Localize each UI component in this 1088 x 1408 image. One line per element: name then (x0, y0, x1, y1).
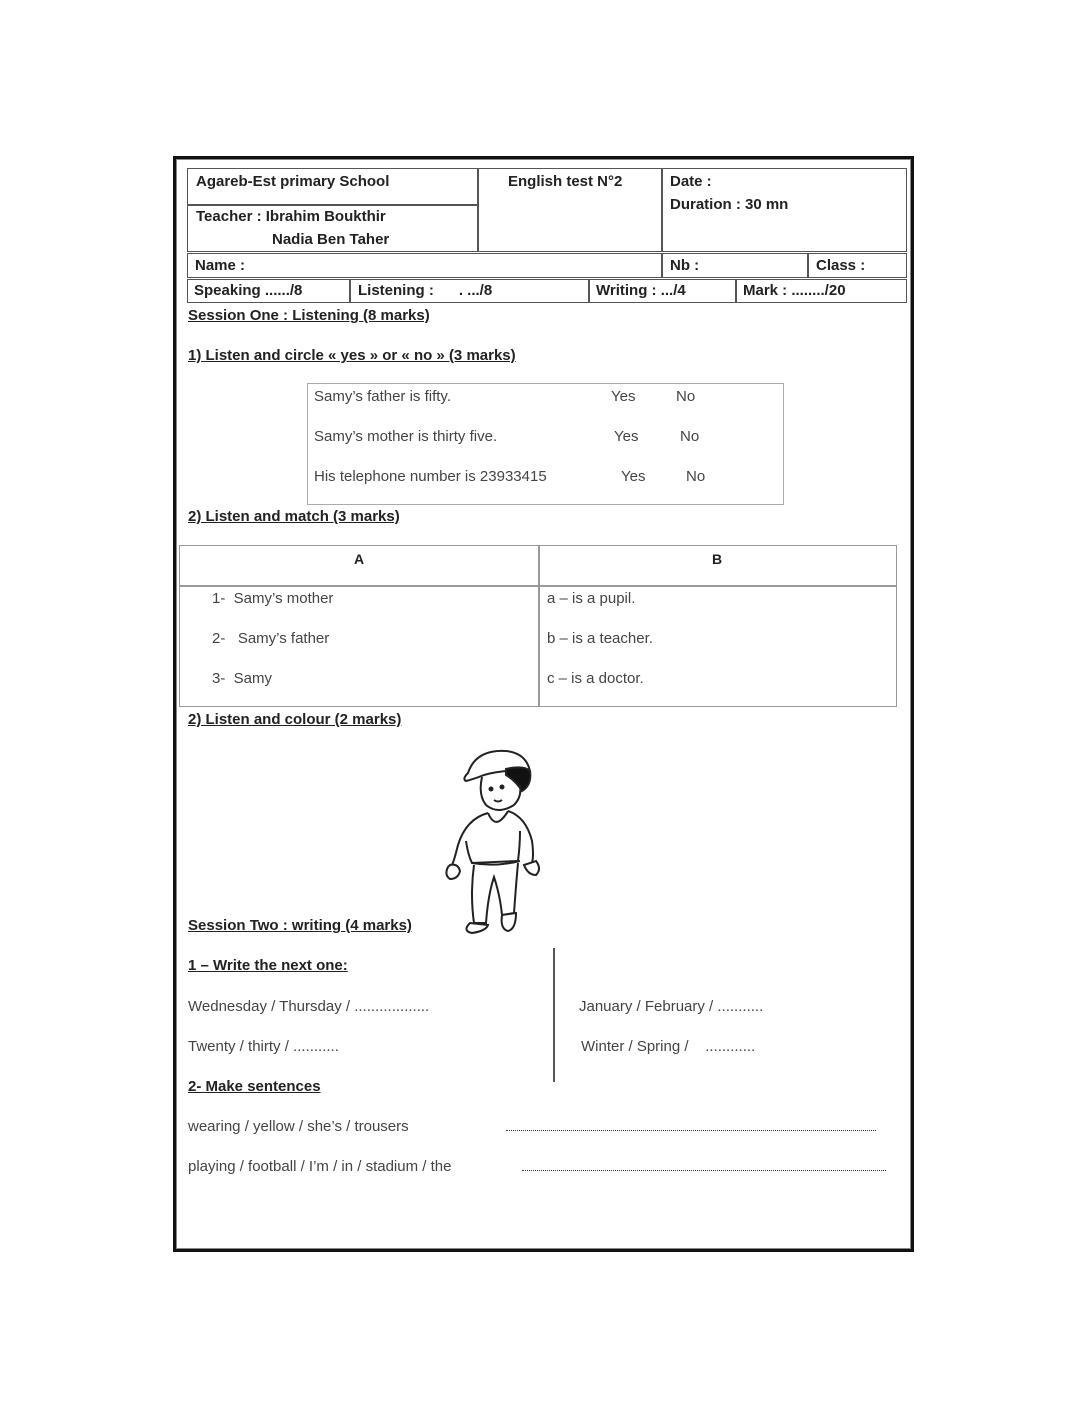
yes-no-sentence: His telephone number is 23933415 (314, 468, 547, 485)
class-field[interactable]: Class : (816, 257, 866, 274)
divider (349, 279, 351, 303)
test-title: English test N°2 (508, 173, 623, 190)
session-two-title: Session Two : writing (4 marks) (188, 917, 412, 934)
make-sentences-title: 2- Make sentences (188, 1078, 321, 1095)
speaking-score: Speaking ....../8 (194, 282, 303, 299)
divider (187, 204, 478, 206)
teacher-line2: Nadia Ben Taher (272, 231, 390, 248)
yes-no-sentence: Samy’s mother is thirty five. (314, 428, 498, 445)
match-b-item: c – is a doctor. (547, 670, 644, 687)
duration: Duration : 30 mn (670, 196, 789, 213)
scrambled-sentence: wearing / yellow / she’s / trousers (188, 1118, 409, 1135)
teacher-line1: Teacher : Ibrahim Boukthir (196, 208, 386, 225)
divider (661, 168, 663, 252)
scrambled-sentence: playing / football / I’m / in / stadium / the (188, 1158, 452, 1175)
name-row (187, 253, 907, 278)
yes-option[interactable]: Yes (611, 388, 636, 405)
sequence-item[interactable]: Winter / Spring / ............ (581, 1038, 756, 1055)
match-b-item: a – is a pupil. (547, 590, 636, 607)
write-next-title: 1 – Write the next one: (188, 957, 348, 974)
q2-title: 2) Listen and match (3 marks) (188, 508, 400, 525)
divider (661, 253, 663, 278)
yes-option[interactable]: Yes (614, 428, 639, 445)
divider (179, 585, 897, 587)
yes-no-sentence: Samy’s father is fifty. (314, 388, 451, 405)
q3-title: 2) Listen and colour (2 marks) (188, 711, 402, 728)
match-b-item: b – is a teacher. (547, 630, 653, 647)
session-one-title: Session One : Listening (8 marks) (188, 307, 430, 324)
no-option[interactable]: No (680, 428, 700, 445)
q1-title: 1) Listen and circle « yes » or « no » (3 marks) (188, 347, 516, 364)
column-divider (553, 948, 555, 1082)
writing-score: Writing : .../4 (596, 282, 686, 299)
sequence-item[interactable]: Twenty / thirty / ........... (188, 1038, 339, 1055)
divider (588, 279, 590, 303)
divider (538, 545, 540, 707)
divider (807, 253, 809, 278)
no-option[interactable]: No (676, 388, 696, 405)
divider (735, 279, 737, 303)
sequence-item[interactable]: Wednesday / Thursday / .................. (188, 998, 430, 1015)
match-a-item: 1- Samy’s mother (212, 590, 334, 607)
boy-illustration[interactable] (436, 745, 556, 935)
total-mark: Mark : ......../20 (743, 282, 846, 299)
listening-score: Listening : . .../8 (358, 282, 493, 299)
nb-field[interactable]: Nb : (670, 257, 700, 274)
column-b-header: B (712, 551, 723, 567)
match-a-item: 2- Samy’s father (212, 630, 330, 647)
name-field[interactable]: Name : (195, 257, 246, 274)
divider (477, 168, 479, 252)
no-option[interactable]: No (686, 468, 706, 485)
school-name: Agareb-Est primary School (196, 173, 390, 190)
answer-line[interactable] (522, 1170, 886, 1171)
match-a-item: 3- Samy (212, 670, 273, 687)
date-label: Date : (670, 173, 712, 190)
column-a-header: A (354, 551, 365, 567)
sequence-item[interactable]: January / February / ........... (579, 998, 764, 1015)
yes-option[interactable]: Yes (621, 468, 646, 485)
answer-line[interactable] (506, 1130, 876, 1131)
